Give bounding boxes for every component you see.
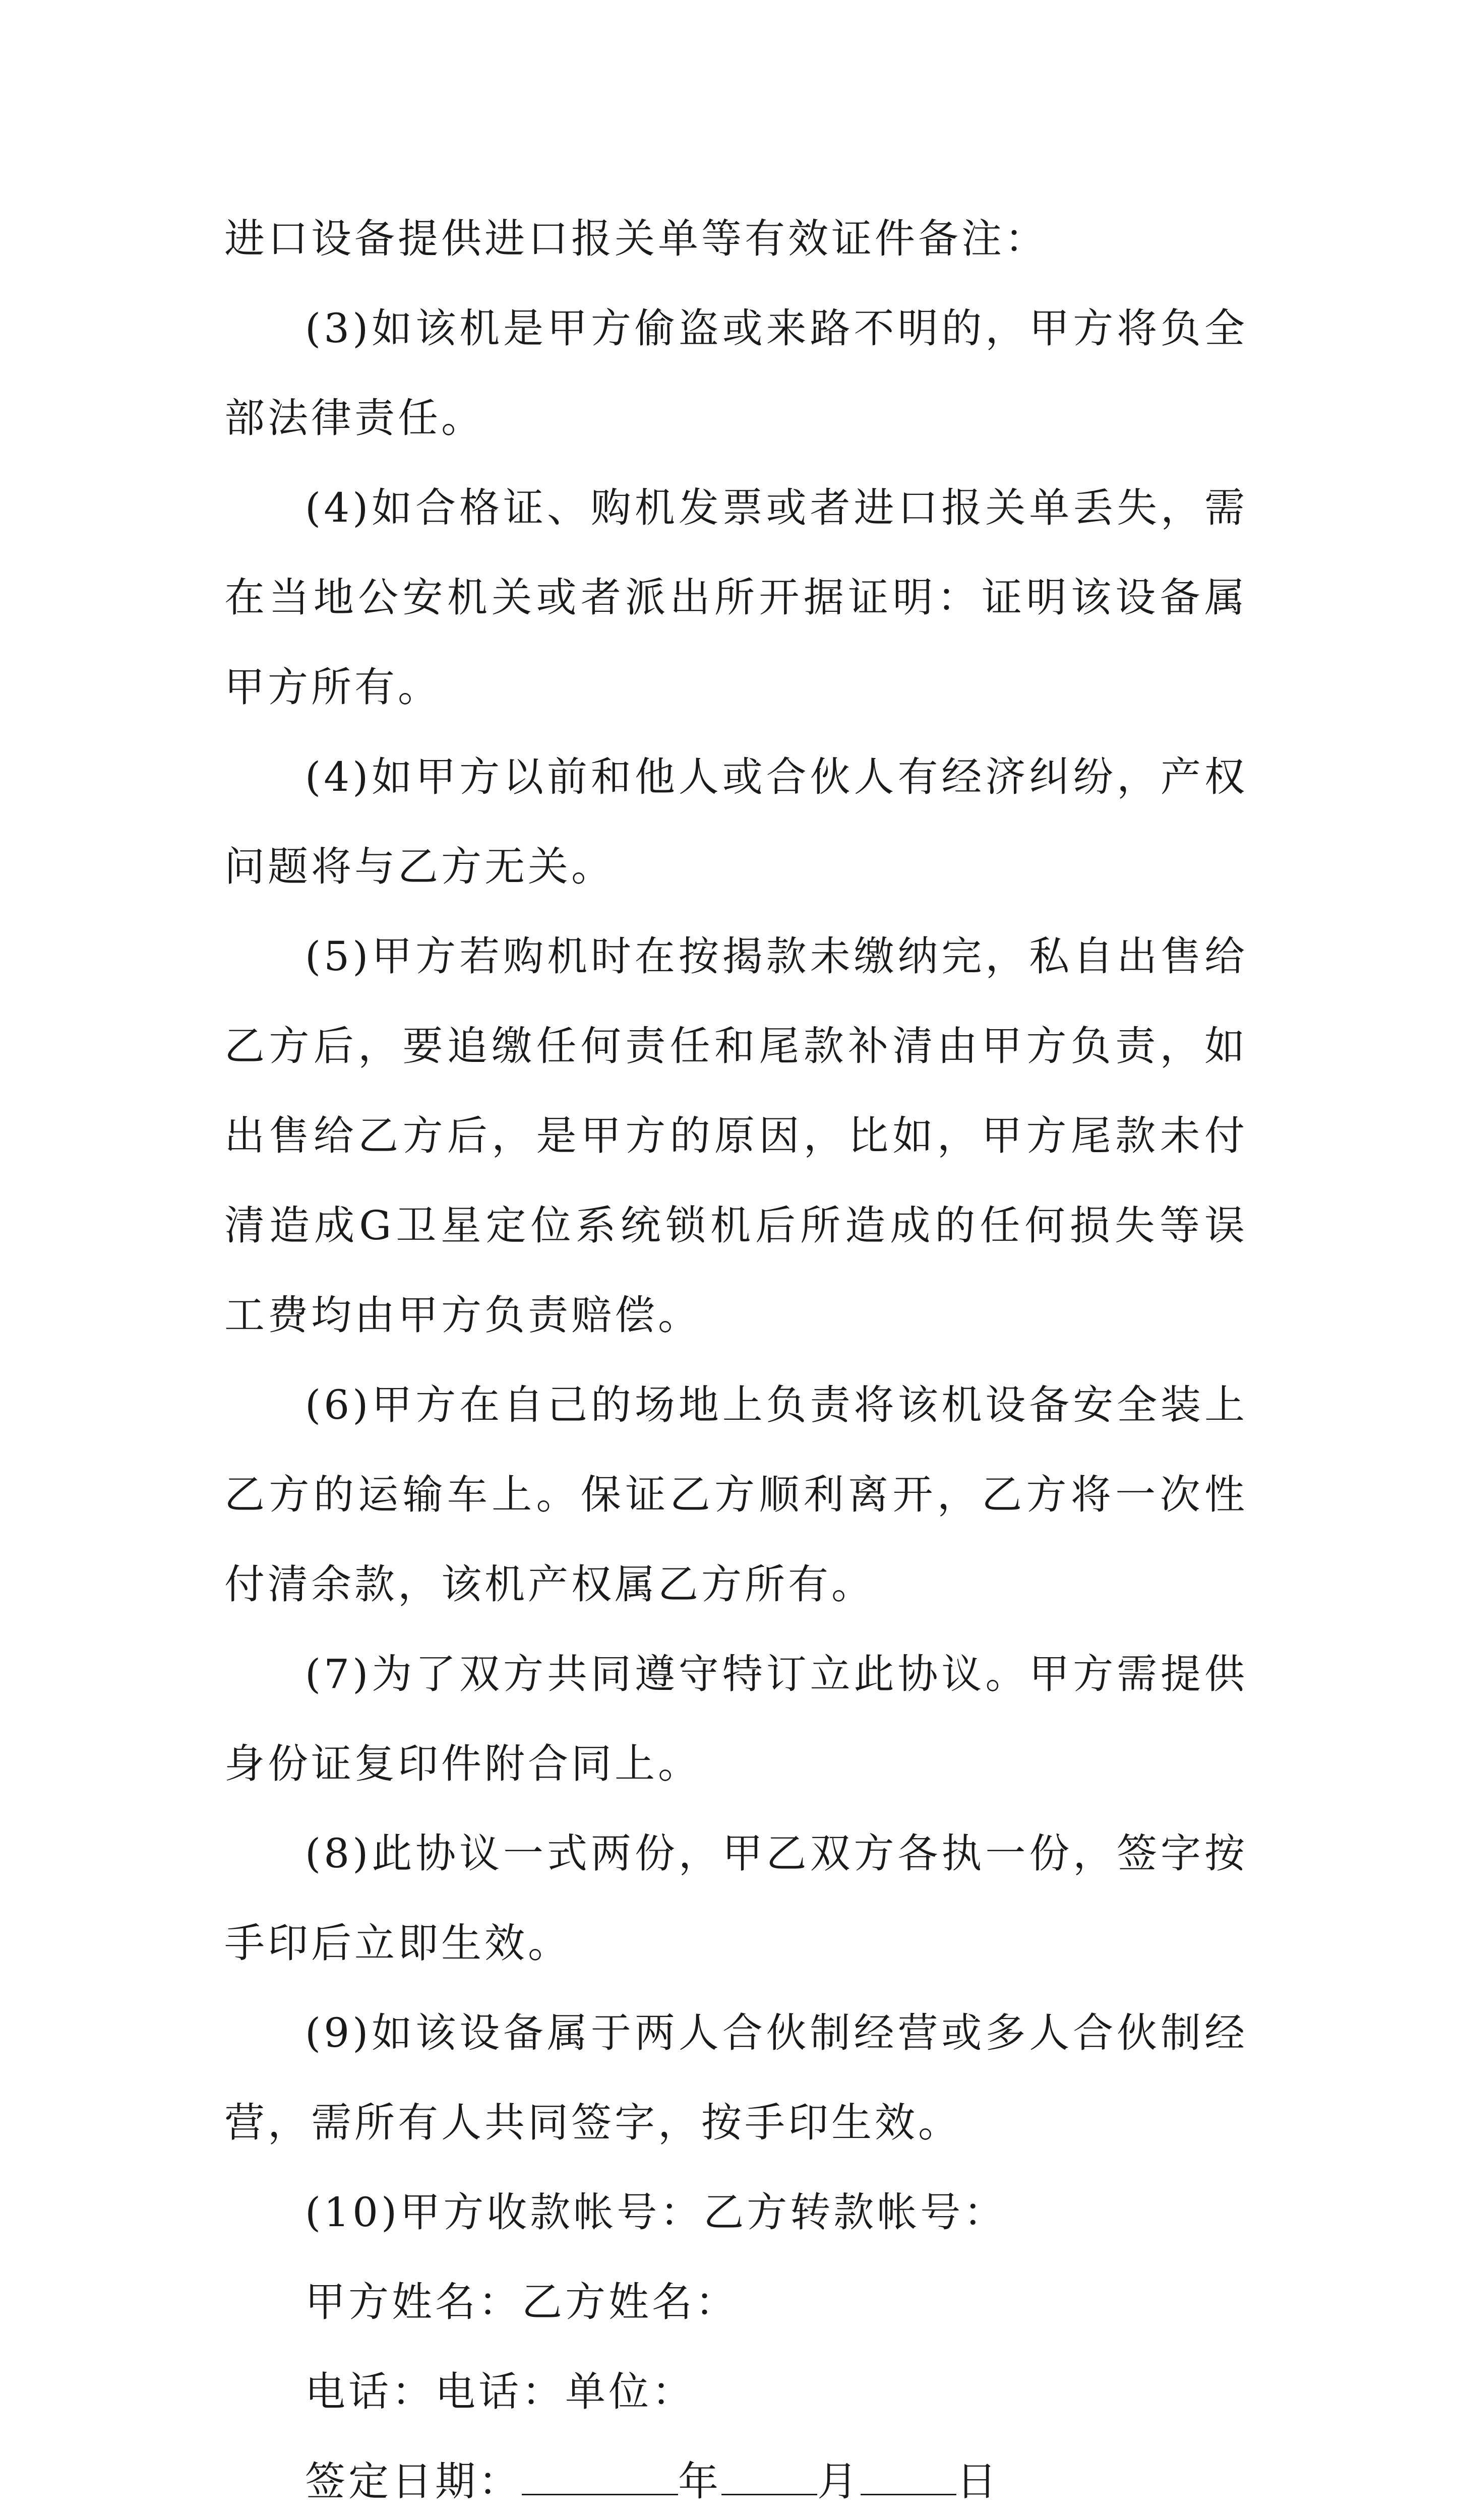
clause-5-unpaid-mortgage: (5)甲方若购机时在按揭款未缴纳完，私自出售给乙方后，要追缴任何责任和尾款补清由甲方负责，如出售给乙方后，是甲方的原因，比如，甲方尾款未付清造成G卫星定位系统锁机后所造成的任何损失等误工费均由甲方负责赔偿。 [224,933,1248,1339]
clause-9-partnership-signatures: (9)如该设备属于两人合伙制经营或多人合伙制经营，需所有人共同签字，按手印生效。 [224,2009,1248,2146]
signing-date-line [224,2437,1248,2520]
paragraph-import-documents-note: 进口设备提供进口报关单等有效证件备注： [224,215,1048,262]
party-names-line: 甲方姓名：乙方姓名： [305,2279,739,2325]
clause-3-theft-liability: (3)如该机是甲方偷盗或来路不明的，甲方将负全部法律责任。 [224,305,1248,442]
phone-unit-line: 电话：电话：单位： [305,2368,695,2415]
month-label: 月 [817,2458,861,2505]
month-blank [721,2459,817,2495]
account-numbers-line: (10)甲方收款帐号：乙方转款帐号： [305,2189,1007,2236]
clause-4-prior-disputes: (4)如甲方以前和他人或合伙人有经济纠纷，产权问题将与乙方无关。 [224,753,1248,890]
clause-8-copies-effective: (8)此协议一式两份，甲乙双方各执一份，签字按手印后立即生效。 [224,1830,1248,1967]
clause-4-lost-certificates: (4)如合格证、购机发票或者进口报关单丢失，需在当地公安机关或者派出所开据证明：证明该设备属甲方所有。 [224,484,1248,711]
day-label: 日 [956,2458,1000,2505]
contract-body [224,194,1248,2520]
clause-6-loading-and-payment: (6)甲方在自己的场地上负责将该机设备安全装上乙方的运输车上。保证乙方顺利离开，乙方将一次性付清余款，该机产权属乙方所有。 [224,1381,1248,1608]
day-blank [861,2459,956,2495]
year-label: 年 [678,2458,721,2505]
signing-date-label: 签定日期： [305,2458,522,2505]
year-blank [522,2459,678,2495]
clause-7-id-copy: (7)为了双方共同遵守特订立此协议。甲方需提供身份证复印件附合同上。 [224,1651,1248,1787]
